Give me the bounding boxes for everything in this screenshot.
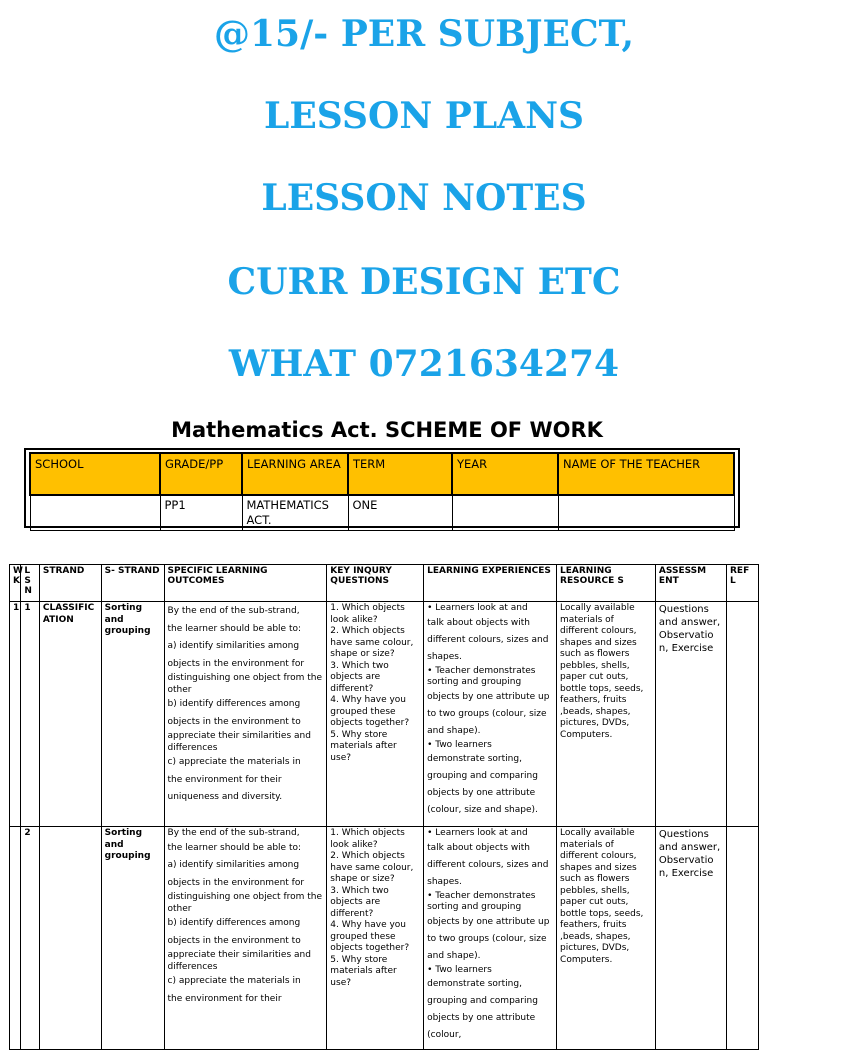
cell-outcomes	[164, 827, 327, 1050]
experience-line: sorting and grouping	[427, 677, 522, 687]
experience-line: talk about objects with different colours, sizes and shapes.	[427, 842, 549, 887]
outcome-line: uniqueness and diversity.	[167, 792, 283, 802]
cell-outcomes	[164, 602, 327, 827]
experience-line: objects by one attribute up to two groups (colour, size and shape).	[427, 916, 550, 961]
promo-line-lesson-notes: LESSON NOTES	[261, 177, 587, 219]
info-header-row	[30, 453, 734, 495]
question-line: 4. Why have you grouped these objects together?	[330, 920, 410, 953]
experience-line: • Teacher demonstrates	[427, 665, 536, 676]
header-strand: STRAND	[39, 565, 101, 602]
question-line: 5. Why store materials after use?	[330, 954, 397, 988]
question-line: 4. Why have you grouped these objects together?	[330, 695, 410, 728]
experience-line: • Teacher demonstrates	[427, 890, 536, 901]
cell-strand	[39, 827, 101, 1050]
outcome-line: distinguishing one object from the other	[167, 892, 323, 914]
header-wk: W K	[10, 565, 21, 602]
outcome-line: objects in the environment to	[167, 716, 301, 727]
info-header-teacher: NAME OF THE TEACHER	[558, 453, 734, 495]
info-header-learning-area: LEARNING AREA	[242, 453, 348, 495]
question-line: 2. Which objects have same colour, shape or size?	[330, 851, 414, 884]
info-value-teacher	[558, 495, 734, 531]
info-value-year	[452, 495, 558, 531]
question-line: 1. Which objects look alike?	[330, 603, 405, 625]
promo-line-curr-design: CURR DESIGN ETC	[227, 261, 621, 303]
cell-assessment: Questions and answer, Observatio n, Exercise	[655, 827, 726, 1050]
header-assessment: ASSESSM ENT	[655, 565, 726, 602]
outcome-line: c) appreciate the materials in	[167, 757, 301, 767]
header-experiences: LEARNING EXPERIENCES	[424, 565, 557, 602]
cell-lsn: 1	[21, 602, 40, 827]
experience-line: talk about objects with different colours, sizes and shapes.	[427, 617, 549, 662]
info-value-row	[30, 495, 734, 531]
outcome-line: distinguishing one object from the other	[167, 673, 323, 695]
outcome-line: a) identify similarities among	[167, 860, 300, 870]
question-line: 3. Which two objects are different?	[330, 885, 389, 919]
cell-experiences	[424, 602, 557, 827]
cell-sub-strand: Sorting and grouping	[101, 827, 164, 1050]
question-line: 1. Which objects look alike?	[330, 828, 405, 850]
info-value-term: ONE	[348, 495, 452, 531]
experience-line: • Two learners	[427, 739, 492, 750]
cell-assessment: Questions and answer, Observatio n, Exercise	[655, 602, 726, 827]
promo-line-lesson-plans: LESSON PLANS	[264, 95, 584, 137]
cell-sub-strand: Sorting and grouping	[101, 602, 164, 827]
question-line: 5. Why store materials after use?	[330, 729, 397, 763]
header-questions: KEY INQURY QUESTIONS	[327, 565, 424, 602]
experience-line: demonstrate sorting, grouping and comparing objects by one attribute (colour,	[427, 979, 538, 1040]
outcome-line: objects in the environment to	[167, 935, 301, 946]
experience-line: sorting and grouping	[427, 902, 522, 912]
info-header-school: SCHOOL	[30, 453, 160, 495]
cell-questions	[327, 827, 424, 1050]
header-resources: LEARNING RESOURCE S	[557, 565, 656, 602]
outcome-line: objects in the environment for	[167, 877, 305, 888]
header-sub-strand: S- STRAND	[101, 565, 164, 602]
promo-line-whatsapp: WHAT 0721634274	[228, 343, 620, 385]
cell-wk	[10, 827, 21, 1050]
cell-refl	[727, 602, 759, 827]
cell-resources: Locally available materials of different colours, shapes and sizes such as flowers pebbles, shells, paper cut outs, bottle tops, seeds, feathers, fruits ,beads, shapes, pictures, DVDs, Computers.	[557, 602, 656, 827]
question-line: 3. Which two objects are different?	[330, 660, 389, 694]
scheme-header-row	[10, 565, 759, 602]
header-outcomes: SPECIFIC LEARNING OUTCOMES	[164, 565, 327, 602]
info-header-grade: GRADE/PP	[160, 453, 242, 495]
experience-line: • Learners look at and	[427, 603, 528, 613]
experience-line: demonstrate sorting, grouping and comparing objects by one attribute (colour, size and shape).	[427, 754, 538, 815]
experience-line: • Two learners	[427, 964, 492, 975]
outcome-line: the learner should be able to:	[167, 623, 302, 634]
outcome-line: objects in the environment for	[167, 658, 305, 669]
promo-line-price: @15/- PER SUBJECT,	[214, 13, 634, 55]
info-value-learning-area: MATHEMATICS ACT.	[242, 495, 348, 531]
info-value-school	[30, 495, 160, 531]
outcome-line: c) appreciate the materials in	[167, 976, 301, 986]
outcome-line: appreciate their similarities and differences	[167, 731, 311, 753]
table-row	[10, 602, 759, 827]
experience-line: • Learners look at and	[427, 828, 528, 838]
cell-lsn: 2	[21, 827, 40, 1050]
info-table	[24, 448, 740, 528]
outcome-line: b) identify differences among	[167, 918, 301, 928]
header-refl: REF L	[727, 565, 759, 602]
outcome-line: By the end of the sub-strand,	[167, 606, 300, 616]
question-line: 2. Which objects have same colour, shape or size?	[330, 626, 414, 659]
cell-refl	[727, 827, 759, 1050]
info-header-year: YEAR	[452, 453, 558, 495]
cell-wk: 1	[10, 602, 21, 827]
outcome-line: appreciate their similarities and differences	[167, 950, 311, 972]
outcome-line: the environment for their	[167, 993, 282, 1004]
header-lsn: L S N	[21, 565, 40, 602]
outcome-line: By the end of the sub-strand,	[167, 828, 300, 838]
info-value-grade: PP1	[160, 495, 242, 531]
outcome-line: b) identify differences among	[167, 699, 301, 709]
cell-questions	[327, 602, 424, 827]
cell-strand: CLASSIFIC ATION	[39, 602, 101, 827]
table-row	[10, 827, 759, 1050]
experience-line: objects by one attribute up to two groups (colour, size and shape).	[427, 691, 550, 736]
outcome-line: the learner should be able to:	[167, 842, 302, 853]
scheme-table	[9, 564, 759, 1050]
info-header-term: TERM	[348, 453, 452, 495]
outcome-line: the environment for their	[167, 774, 282, 785]
cell-resources: Locally available materials of different colours, shapes and sizes such as flowers pebbles, shells, paper cut outs, bottle tops, seeds, feathers, fruits ,beads, shapes, pictures, DVDs, Computers.	[557, 827, 656, 1050]
cell-experiences	[424, 827, 557, 1050]
outcome-line: a) identify similarities among	[167, 641, 300, 651]
document-title: Mathematics Act. SCHEME OF WORK	[171, 418, 603, 442]
